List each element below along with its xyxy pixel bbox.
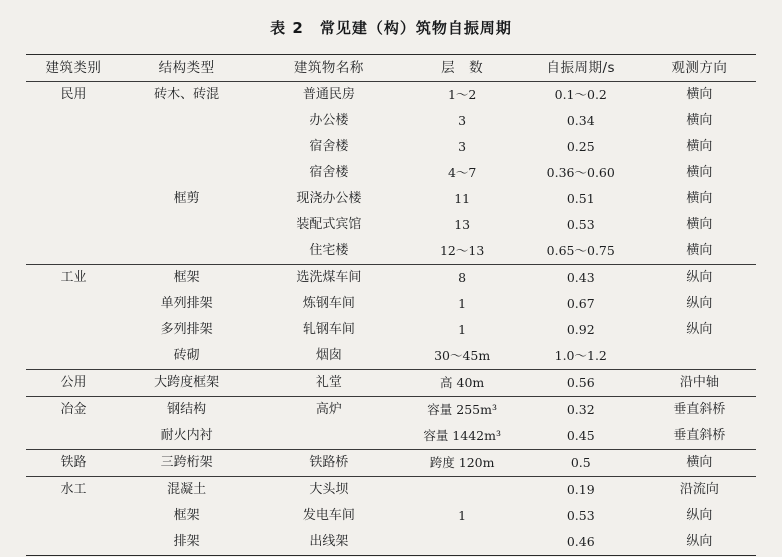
table-cell: 0.45 xyxy=(566,428,595,443)
table-cell: 横向 xyxy=(686,191,713,206)
table-cell: 现浇办公楼 xyxy=(296,191,362,206)
table-row xyxy=(26,108,756,134)
table-cell: 横向 xyxy=(686,217,713,232)
table-cell: 13 xyxy=(454,217,471,232)
table-cell: 0.34 xyxy=(566,113,595,128)
table-cell: 横向 xyxy=(686,165,713,180)
table-row xyxy=(26,477,756,504)
table-row xyxy=(26,82,756,109)
table-cell: 1.0～1.2 xyxy=(554,348,607,363)
table-cell xyxy=(121,212,252,238)
table-cell: 选洗煤车间 xyxy=(296,270,362,285)
table-cell: 0.25 xyxy=(566,139,595,154)
rule xyxy=(26,556,756,557)
vibration-period-table xyxy=(26,54,756,556)
table-cell: 0.46 xyxy=(566,534,595,549)
table-cell: 礼堂 xyxy=(315,375,342,390)
table-cell: 铁路桥 xyxy=(309,455,349,470)
table-cell: 铁路 xyxy=(60,455,87,470)
column-header-natural-period: 自振周期/s xyxy=(546,60,616,76)
table-cell xyxy=(26,343,121,370)
table-cell: 冶金 xyxy=(60,402,87,417)
table-cell: 发电车间 xyxy=(302,508,355,523)
table-row xyxy=(26,503,756,529)
table-cell: 0.32 xyxy=(566,402,595,417)
column-header-building-name: 建筑物名称 xyxy=(293,60,364,76)
table-bottom-rule xyxy=(26,556,756,557)
table-cell: 0.19 xyxy=(566,482,595,497)
table-row xyxy=(26,370,756,397)
table-row xyxy=(26,450,756,477)
table-cell: 框剪 xyxy=(173,191,200,206)
table-cell: 垂直斜桥 xyxy=(673,428,726,443)
table-cell: 12～13 xyxy=(439,243,485,258)
table-cell: 0.36～0.60 xyxy=(546,165,615,180)
table-cell: 横向 xyxy=(686,139,713,154)
table-row xyxy=(26,212,756,238)
table-cell: 工业 xyxy=(60,270,87,285)
table-cell xyxy=(26,238,121,265)
table-cell: 纵向 xyxy=(686,322,713,337)
table-cell: 1 xyxy=(458,322,467,337)
table-cell: 0.65～0.75 xyxy=(546,243,615,258)
table-cell xyxy=(121,160,252,186)
table-cell: 单列排架 xyxy=(160,296,213,311)
table-cell xyxy=(26,291,121,317)
table-cell xyxy=(26,317,121,343)
table-cell: 30～45m xyxy=(434,348,491,363)
column-header-floors: 层 数 xyxy=(441,60,484,76)
table-row xyxy=(26,186,756,212)
table-cell: 框架 xyxy=(173,508,200,523)
table-cell: 横向 xyxy=(686,87,713,102)
table-header-row xyxy=(26,55,756,82)
table-cell: 沿流向 xyxy=(679,482,719,497)
table-cell: 0.53 xyxy=(566,508,595,523)
table-cell: 0.56 xyxy=(566,375,595,390)
table-row xyxy=(26,343,756,370)
table-cell: 0.67 xyxy=(566,296,595,311)
table-cell xyxy=(121,108,252,134)
table-cell: 0.43 xyxy=(566,270,595,285)
table-row xyxy=(26,423,756,450)
table-cell: 多列排架 xyxy=(160,322,213,337)
table-cell: 横向 xyxy=(686,113,713,128)
table-cell xyxy=(252,423,405,450)
table-cell: 大跨度框架 xyxy=(154,375,220,390)
table-cell xyxy=(406,529,519,556)
column-header-building-category: 建筑类别 xyxy=(45,60,102,76)
table-cell: 宿舍楼 xyxy=(309,139,349,154)
table-cell xyxy=(26,529,121,556)
table-row xyxy=(26,397,756,424)
table-cell: 框架 xyxy=(173,270,200,285)
table-cell: 装配式宾馆 xyxy=(296,217,362,232)
table-cell: 沿中轴 xyxy=(679,375,719,390)
table-cell: 11 xyxy=(454,191,471,206)
table-row xyxy=(26,160,756,186)
table-cell: 0.51 xyxy=(566,191,595,206)
table-body xyxy=(26,82,756,557)
table-cell: 钢结构 xyxy=(167,402,207,417)
table-cell: 混凝土 xyxy=(167,482,207,497)
table-cell: 容量 255m³ xyxy=(427,402,497,417)
column-header-structure-type: 结构类型 xyxy=(158,60,215,76)
table-cell: 纵向 xyxy=(686,508,713,523)
table-row xyxy=(26,238,756,265)
table-cell: 宿舍楼 xyxy=(309,165,349,180)
table-cell: 烟囱 xyxy=(315,348,342,363)
table-cell xyxy=(26,503,121,529)
table-cell: 纵向 xyxy=(686,296,713,311)
table-cell: 砖砌 xyxy=(173,348,200,363)
table-cell xyxy=(26,134,121,160)
table-cell: 0.1～0.2 xyxy=(554,87,607,102)
table-cell xyxy=(121,134,252,160)
table-cell: 跨度 120m xyxy=(429,455,495,470)
table-cell: 垂直斜桥 xyxy=(673,402,726,417)
table-row xyxy=(26,529,756,556)
table-row xyxy=(26,134,756,160)
table-cell xyxy=(26,160,121,186)
table-cell: 1 xyxy=(458,296,467,311)
table-cell: 1～2 xyxy=(447,87,477,102)
table-cell: 住宅楼 xyxy=(309,243,349,258)
table-cell: 纵向 xyxy=(686,270,713,285)
table-cell: 高炉 xyxy=(315,402,342,417)
table-cell xyxy=(26,212,121,238)
column-header-observation-direction: 观测方向 xyxy=(671,60,728,76)
table-cell: 炼钢车间 xyxy=(302,296,355,311)
table-cell xyxy=(406,477,519,504)
table-row xyxy=(26,265,756,292)
table-header xyxy=(26,55,756,82)
table-cell xyxy=(643,343,756,370)
table-cell: 出线架 xyxy=(309,534,349,549)
table-cell: 公用 xyxy=(60,375,87,390)
table-cell: 容量 1442m³ xyxy=(423,428,501,443)
table-cell: 耐火内衬 xyxy=(160,428,213,443)
table-cell: 高 40m xyxy=(440,375,485,390)
table-row xyxy=(26,317,756,343)
table-cell: 排架 xyxy=(173,534,200,549)
table-cell: 8 xyxy=(458,270,467,285)
table-cell: 砖木、砖混 xyxy=(154,87,220,102)
table-cell: 水工 xyxy=(60,482,87,497)
table-cell: 普通民房 xyxy=(302,87,355,102)
table-cell: 纵向 xyxy=(686,534,713,549)
table-cell: 0.53 xyxy=(566,217,595,232)
table-cell: 4～7 xyxy=(447,165,477,180)
table-cell: 0.92 xyxy=(566,322,595,337)
table-cell: 3 xyxy=(458,113,467,128)
table-cell: 1 xyxy=(458,508,467,523)
table-cell: 办公楼 xyxy=(309,113,349,128)
table-cell xyxy=(26,108,121,134)
table-cell: 0.5 xyxy=(570,455,591,470)
table-cell: 民用 xyxy=(60,87,87,102)
table-cell xyxy=(26,423,121,450)
table-cell xyxy=(26,186,121,212)
table-cell: 3 xyxy=(458,139,467,154)
table-cell: 横向 xyxy=(686,455,713,470)
table-cell xyxy=(121,238,252,265)
table-row xyxy=(26,291,756,317)
table-cell: 轧钢车间 xyxy=(302,322,355,337)
table-cell: 三跨桁架 xyxy=(160,455,213,470)
table-cell: 大头坝 xyxy=(309,482,349,497)
page-title: 表 2 常见建（构）筑物自振周期 xyxy=(270,19,512,37)
table-cell: 横向 xyxy=(686,243,713,258)
